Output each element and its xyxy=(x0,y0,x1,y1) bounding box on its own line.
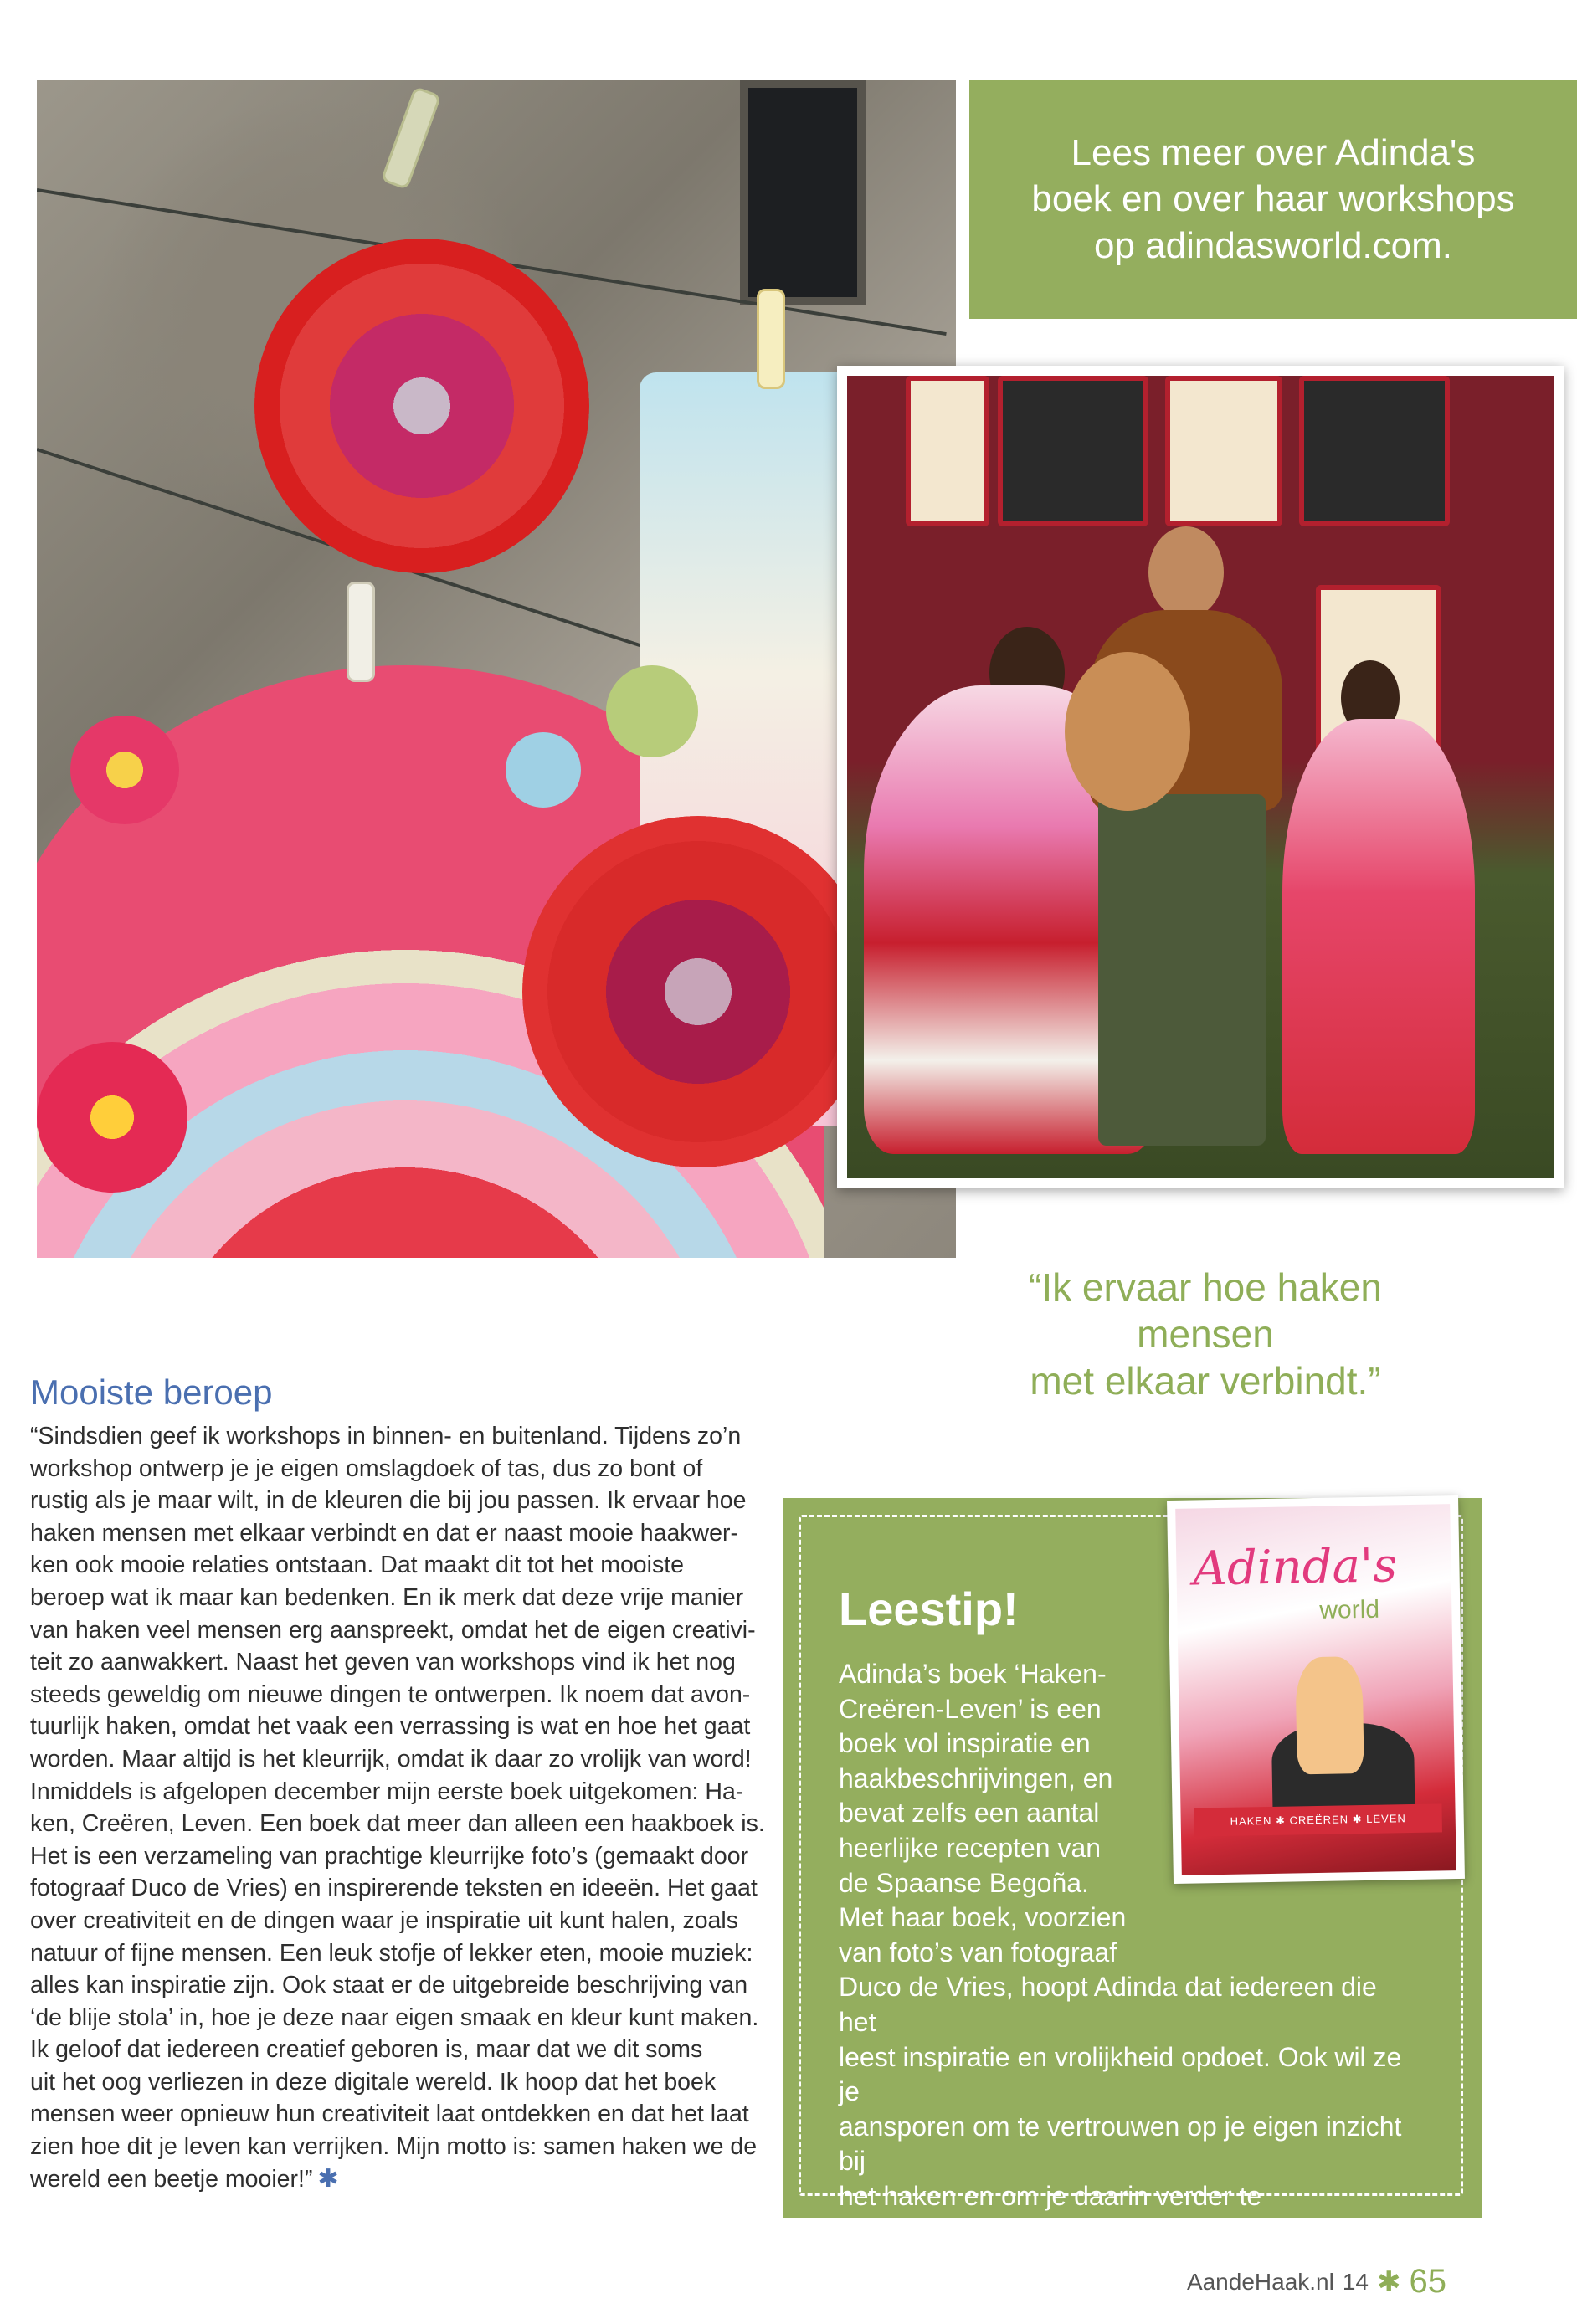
girl-dress xyxy=(1282,719,1475,1154)
article-body xyxy=(30,1420,765,2195)
wagon-window xyxy=(998,376,1148,526)
clothes-peg xyxy=(347,582,375,682)
quote-line: met elkaar verbindt.” xyxy=(1030,1359,1381,1403)
leestip-body: Adinda’s boek ‘Haken- Creëren-Leven’ is een boek vol inspiratie en haakbeschrijvingen, en bevat zelfs een aantal heerlijke recepten van de Spaanse Begoña. Met haar boek, voorzien van foto’s van fotograaf Duco de Vries, hoopt Adinda dat iedereen die het leest inspiratie en vrolijkheid opdoet. Ook wil ze je aansporen om te vertrouwen op je eigen inzicht bij het haken en om je daarin verder te ontwikkelen. Het boek kost €29.95. xyxy=(839,1659,1402,2281)
crochet-flowers-photo xyxy=(37,80,956,1258)
promo-line: op adindasworld.com. xyxy=(1093,224,1452,266)
pull-quote xyxy=(971,1264,1440,1404)
book-title: Adinda's xyxy=(1192,1538,1398,1597)
article-text: “Sindsdien geef ik workshops in binnen- en buitenland. Tijdens zo’n workshop ontwerp je je eigen omslagdoek of tas, dus zo bont of rustig als je maar wilt, in de kleuren die bij jou passen. Ik ervaar hoe haken mensen met elkaar verbindt en dat er naast mooie haakwer- ken ook mooie relaties ontstaan. Dat maakt dit tot het mooiste beroep wat ik maar kan bedenken. En ik merk dat deze vrije manier van haken veel mensen erg aanspreekt, omdat het de eigen creativi- teit zo aanwakkert. Naast het geven van workshops vind ik het nog steeds geweldig om nieuwe dingen te ontwerpen. Ik noem dat avon- tuurlijk haken, omdat het vaak een verrassing is wat en hoe het gaat worden. Maar altijd is het kleurrijk, omdat ik daar zo vrolijk van word! Inmiddels is afgelopen december mijn eerste boek uitgekomen: Ha- ken, Creëren, Leven. Een boek dat meer dan alleen een haakboek is. Het is een verzameling van prachtige kleurrijke foto’s (gemaakt door fotograaf Duco de Vries) en inspirerende teksten en ideeën. Het gaat over creativiteit en de dingen waar je inspiratie uit kunt halen, zoals natuur of fijne mensen. Een leuk stofje of lekker eten, mooie muziek: alles kan inspiratie zijn. Ook staat er de uitgebreide beschrijving van ‘de blije stola’ in, hoe je deze naar eigen smaak en kleur kunt maken. Ik geloof dat iedereen creatief geboren is, maar dat we dit soms uit het oog verliezen in deze digitale wereld. Ik hoop dat het boek mensen weer opnieuw hun creativiteit laat ontdekken en dat het laat zien hoe dit je leven kan verrijken. Mijn motto is: samen haken we de wereld een beetje mooier!” xyxy=(30,1423,765,2193)
wagon-panel xyxy=(1165,376,1282,526)
quote-line: “Ik ervaar hoe haken xyxy=(1029,1265,1382,1309)
wagon-window xyxy=(1299,376,1450,526)
page-footer xyxy=(1187,2263,1446,2301)
man-head xyxy=(1148,526,1224,618)
promo-box xyxy=(969,80,1577,319)
promo-line: Lees meer over Adinda's xyxy=(1071,131,1476,173)
clothes-peg xyxy=(757,289,785,389)
pink-crochet-flower xyxy=(70,716,179,824)
blue-crochet-circle xyxy=(506,732,581,808)
wagon-window xyxy=(906,376,989,526)
pink-crochet-flower xyxy=(37,1042,187,1193)
footer-site: AandeHaak.nl xyxy=(1186,2268,1334,2295)
man-trousers xyxy=(1098,794,1266,1146)
green-crochet-circle xyxy=(606,665,698,757)
star-icon: ✱ xyxy=(1377,2265,1401,2298)
page-number: 65 xyxy=(1409,2263,1446,2300)
section-heading: Mooiste beroep xyxy=(30,1372,273,1412)
book-cover-figure-head xyxy=(1295,1656,1364,1774)
quote-line: mensen xyxy=(1137,1312,1274,1357)
end-mark-icon: ✱ xyxy=(317,2164,339,2193)
footer-issue: 14 xyxy=(1342,2268,1369,2295)
book-subtitle: world xyxy=(1319,1595,1380,1624)
book-banner: HAKEN ✱ CREËREN ✱ LEVEN xyxy=(1194,1803,1442,1836)
red-crochet-flower xyxy=(522,816,874,1167)
stone-wall-window xyxy=(740,80,866,305)
clothes-peg xyxy=(381,86,442,190)
family-photo xyxy=(837,366,1564,1188)
guitar xyxy=(1065,652,1190,811)
leestip-title: Leestip! xyxy=(839,1583,1019,1635)
book-cover xyxy=(1167,1495,1465,1884)
red-crochet-flower xyxy=(254,239,589,573)
promo-line: boek en over haar workshops xyxy=(1031,178,1515,220)
